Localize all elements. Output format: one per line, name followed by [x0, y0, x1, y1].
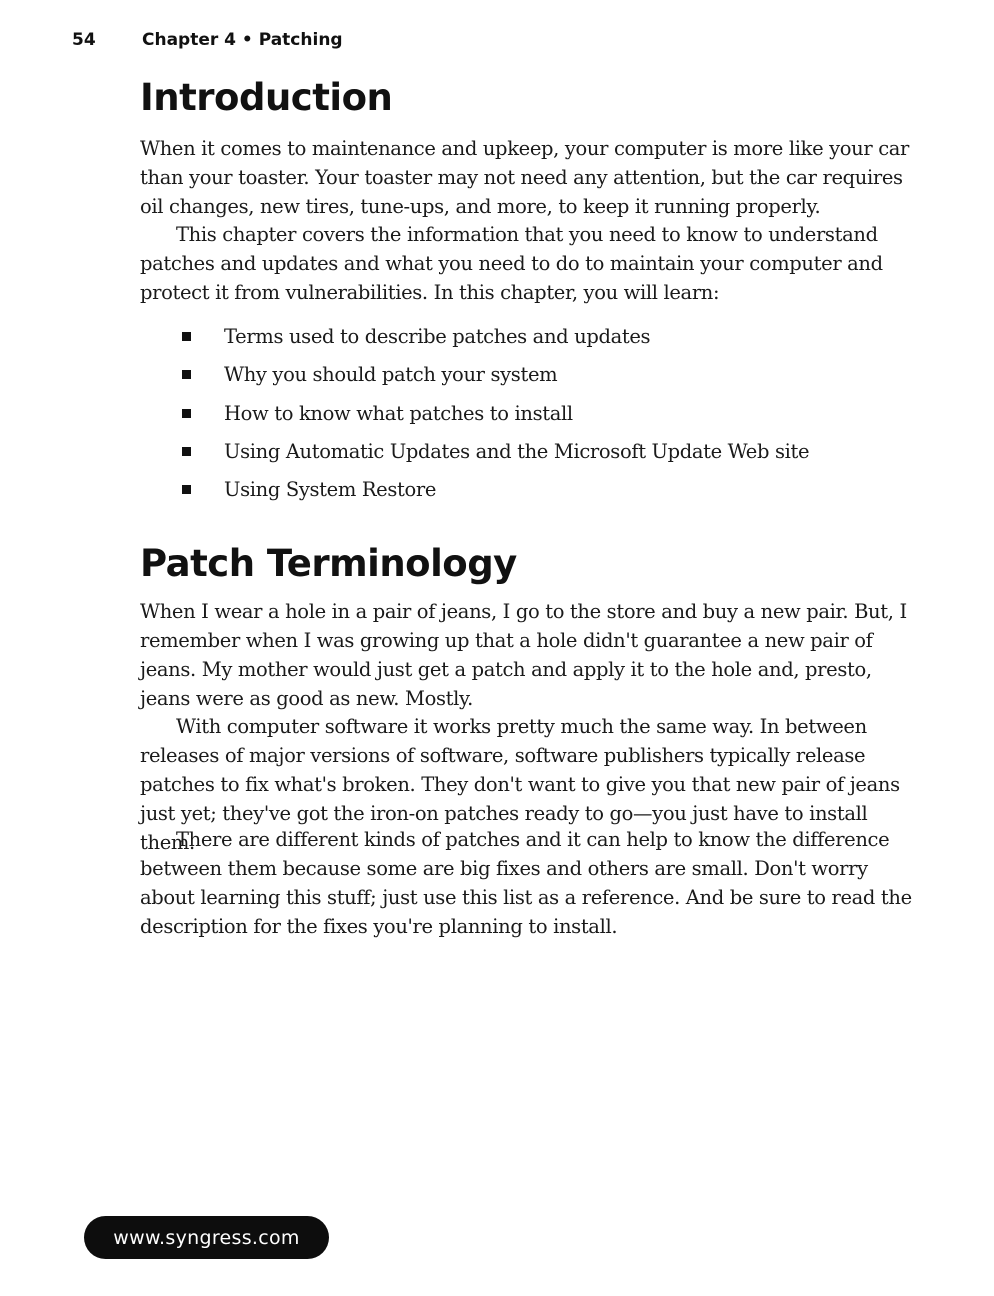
list-item: Using Automatic Updates and the Microsoft Update Web site	[182, 437, 882, 475]
bullet-square-icon	[182, 370, 191, 379]
bullet-square-icon	[182, 332, 191, 341]
running-header	[72, 30, 343, 50]
intro-paragraph-1: When it comes to maintenance and upkeep, your computer is more like your car than your toaster. Your toaster may not need any attention, but the car requires oil changes, new tires, tune-ups, and more, to keep it running properly.	[140, 137, 910, 218]
website-url: www.syngress.com	[113, 1226, 300, 1249]
bullet-square-icon	[182, 409, 191, 418]
intro-paragraph-2: This chapter covers the information that you need to know to understand patches and updates and what you need to do to maintain your computer and protect it from vulnerabilities. In this chapter, you will learn:	[140, 223, 883, 304]
patch-paragraph-2: With computer software it works pretty much the same way. In between releases of major versions of software, software publishers typically release patches to fix what's broken. They don't want to give you that new pair of jeans just yet; they've got the iron-on patches ready to go—you just have to install them.	[140, 715, 900, 854]
section-heading-introduction: Introduction	[140, 76, 393, 119]
section-heading-patch-terminology: Patch Terminology	[140, 542, 517, 585]
chapter-title: Chapter 4 • Patching	[142, 30, 343, 50]
list-item: How to know what patches to install	[182, 399, 882, 437]
list-item: Why you should patch your system	[182, 360, 882, 398]
list-item: Using System Restore	[182, 475, 882, 513]
list-item: Terms used to describe patches and updates	[182, 322, 882, 360]
bullet-square-icon	[182, 485, 191, 494]
bullet-square-icon	[182, 447, 191, 456]
patch-paragraph-3: There are different kinds of patches and it can help to know the difference between them because some are big fixes and others are small. Don't worry about learning this stuff; just use this list as a reference. And be sure to read the description for the fixes you're planning to install.	[140, 828, 912, 938]
page-number: 54	[72, 30, 96, 50]
publisher-website-badge	[84, 1216, 329, 1259]
learning-objectives-list	[182, 322, 882, 513]
patch-paragraph-1: When I wear a hole in a pair of jeans, I go to the store and buy a new pair. But, I remember when I was growing up that a hole didn't guarantee a new pair of jeans. My mother would just get a patch and apply it to the hole and, presto, jeans were as good as new. Mostly.	[140, 600, 907, 710]
